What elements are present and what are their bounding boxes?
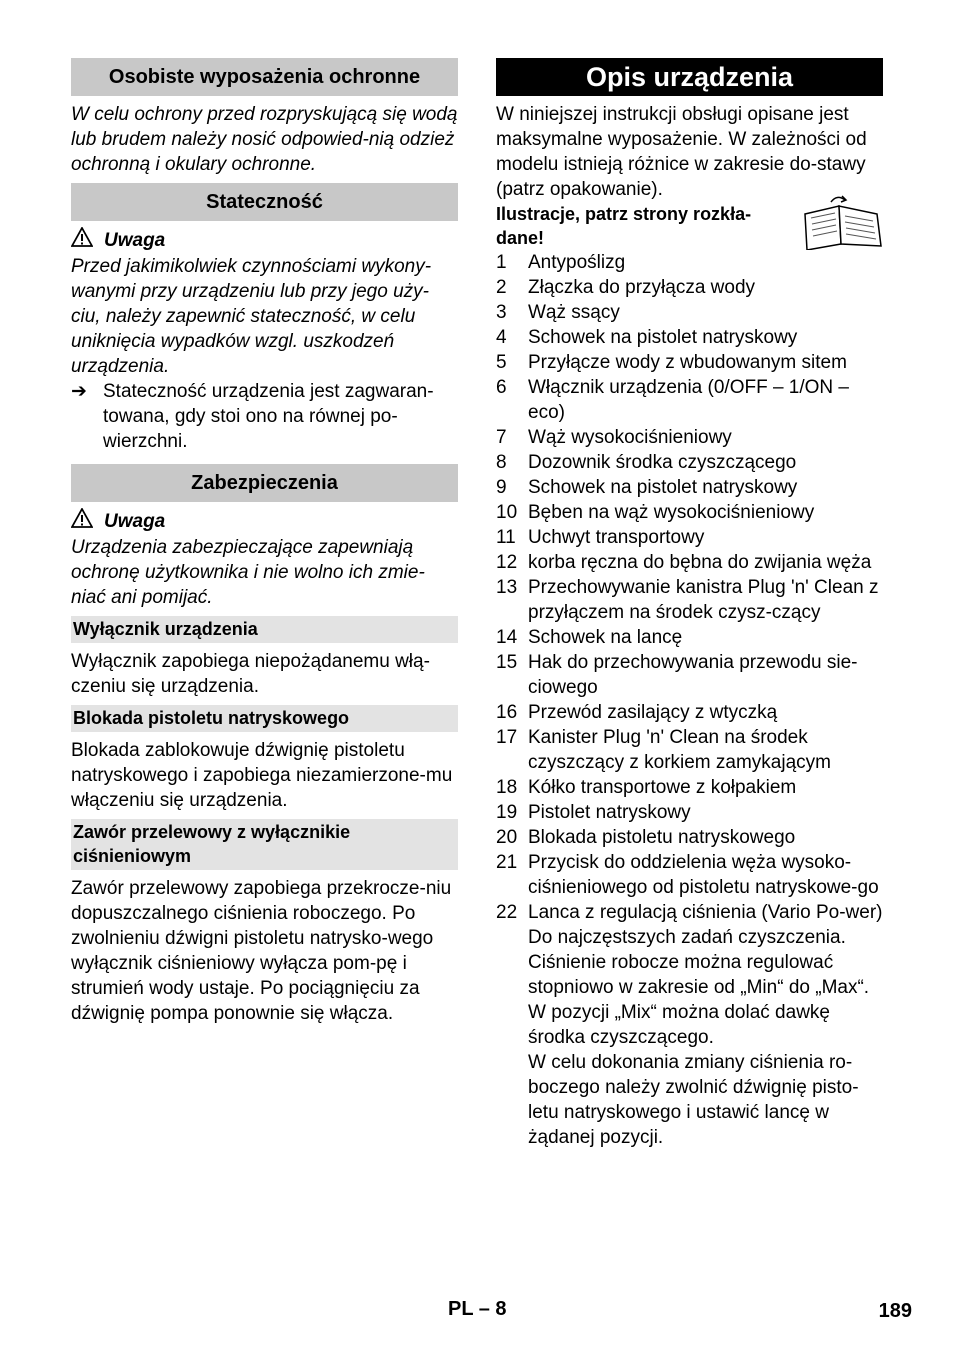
item22-desc2: W celu dokonania zmiany ciśnienia ro-boczego należy zwolnić dźwignię pisto-letu natryskowego i ustawić lancę w żądanej pozycji.: [528, 1052, 859, 1148]
left-column: [71, 58, 458, 1026]
list-item: 4 Schowek na pistolet natryskowy: [496, 327, 798, 348]
list-item: 18 Kółko transportowe z kołpakiem: [496, 777, 797, 798]
list-item: 20 Blokada pistoletu natryskowego: [496, 827, 796, 848]
list-item: 5 Przyłącze wody z wbudowanym sitem: [496, 352, 847, 373]
list-item: 7 Wąż wysokociśnieniowy: [496, 427, 732, 448]
list-item: 3 Wąż ssący: [496, 302, 620, 323]
list-item: 19 Pistolet natryskowy: [496, 802, 691, 823]
stability-heading: Stateczność: [71, 183, 458, 221]
list-item: 21 Przycisk do oddzielenia węża wysoko-ciśnieniowego od pistoletu natryskowe-go: [496, 852, 879, 898]
safety-heading: Zabezpieczenia: [71, 464, 458, 502]
stability-warning: [71, 227, 458, 254]
ppe-heading: Osobiste wyposażenia ochronne: [71, 58, 458, 96]
footer-language-page: PL – 8: [448, 1298, 507, 1320]
safety-warning-text: Urządzenia zabezpieczające zapewniają ochronę użytkownika i nie wolno ich zmie-niać ani pomijać.: [71, 537, 425, 608]
intro-text: W niniejszej instrukcji obsługi opisane jest maksymalne wyposażenie. W zależności od modelu istnieją różnice w zakresie do-stawy (patrz opakowanie).: [496, 104, 867, 200]
list-item: 15 Hak do przechowywania przewodu sie-ciowego: [496, 652, 858, 698]
warning-label: Uwaga: [104, 511, 166, 532]
warning-label: Uwaga: [104, 230, 166, 251]
right-column: [496, 58, 883, 1150]
safety-warning: [71, 508, 458, 535]
list-item: 6 Włącznik urządzenia (0/OFF – 1/ON – eco): [496, 377, 849, 423]
switch-heading: Wyłącznik urządzenia: [71, 616, 458, 643]
list-item: 16 Przewód zasilający z wtyczką: [496, 702, 778, 723]
list-item: 10 Bęben na wąż wysokociśnieniowy: [496, 502, 815, 523]
lock-text: Blokada zablokowuje dźwignię pistoletu natryskowego i zapobiega niezamierzone-mu włączeniu się urządzenia.: [71, 740, 453, 811]
list-item: 9 Schowek na pistolet natryskowy: [496, 477, 798, 498]
parts-list: [496, 250, 883, 1150]
list-item: 12 korba ręczna do bębna do zwijania węża: [496, 552, 872, 573]
illustrations-text: Ilustracje, patrz strony rozkła-dane!: [496, 204, 752, 248]
list-item: 2 Złączka do przyłącza wody: [496, 277, 756, 298]
ppe-text: W celu ochrony przed rozpryskującą się wodą lub brudem należy nosić odpowied-nią odzież ochronną i okulary ochronne.: [71, 104, 458, 175]
list-item: 11 Uchwyt transportowy: [496, 527, 705, 548]
item22-desc1: Do najczęstszych zadań czyszczenia. Ciśnienie robocze można regulować stopniowo w zakresie od „Min“ do „Max“. W pozycji „Mix“ można dolać dawkę środka czyszczącego.: [528, 927, 870, 1048]
list-item: 17 Kanister Plug 'n' Clean na środek czyszczący z korkiem zamykającym: [496, 727, 831, 773]
lock-heading: Blokada pistoletu natryskowego: [71, 705, 458, 732]
switch-text: Wyłącznik zapobiega niepożądanemu włą-czeniu się urządzenia.: [71, 651, 430, 697]
list-item: 1 Antypoślizg: [496, 252, 626, 273]
open-book-icon: [801, 194, 883, 250]
warning-icon: [71, 227, 95, 254]
arrow-right-icon: ➔: [71, 381, 87, 402]
list-item: 8 Dozownik środka czyszczącego: [496, 452, 797, 473]
valve-heading: Zawór przelewowy z wyłącznikie ciśnieniowym: [71, 819, 458, 870]
list-item: 13 Przechowywanie kanistra Plug 'n' Clean z przyłączem na środek czysz-czący: [496, 577, 879, 623]
page-title: Opis urządzenia: [496, 58, 883, 96]
stability-warning-text: Przed jakimikolwiek czynnościami wykony-wanymi przy urządzeniu lub przy jego uży-ciu, należy zapewnić stateczność, w celu uniknięcia wypadków wzgl. uszkodzeń urządzenia.: [71, 256, 432, 377]
footer-page-number: 189: [878, 1300, 912, 1322]
illustrations-note: [496, 202, 883, 250]
list-item: 14 Schowek na lancę: [496, 627, 683, 648]
list-item: 22 Lanca z regulacją ciśnienia (Vario Po-wer) Do najczęstszych zadań czyszczenia. Ciśnienie robocze można regulować stopniowo w zakresie od „Min“ do „Max“. W pozycji „Mix“ można dolać dawkę środka czyszczącego. W celu dokonania zmiany ciśnienia ro-boczego należy zwolnić dźwignię pisto-letu natryskowego i ustawić lancę w żądanej pozycji.: [496, 902, 883, 1148]
stability-note: [71, 379, 458, 454]
valve-text: Zawór przelewowy zapobiega przekrocze-niu dopuszczalnego ciśnienia roboczego. Po zwolnieniu dźwigni pistoletu natrysko-wego wyłącznik ciśnieniowy wyłącza pom-pę i strumień wody ustaje. Po pociągnięciu za dźwignię pompa ponownie się włącza.: [71, 878, 452, 1024]
warning-icon: [71, 508, 95, 535]
stability-note-text: Stateczność urządzenia jest zagwaran-towana, gdy stoi ono na równej po-wierzchni.: [103, 381, 434, 452]
